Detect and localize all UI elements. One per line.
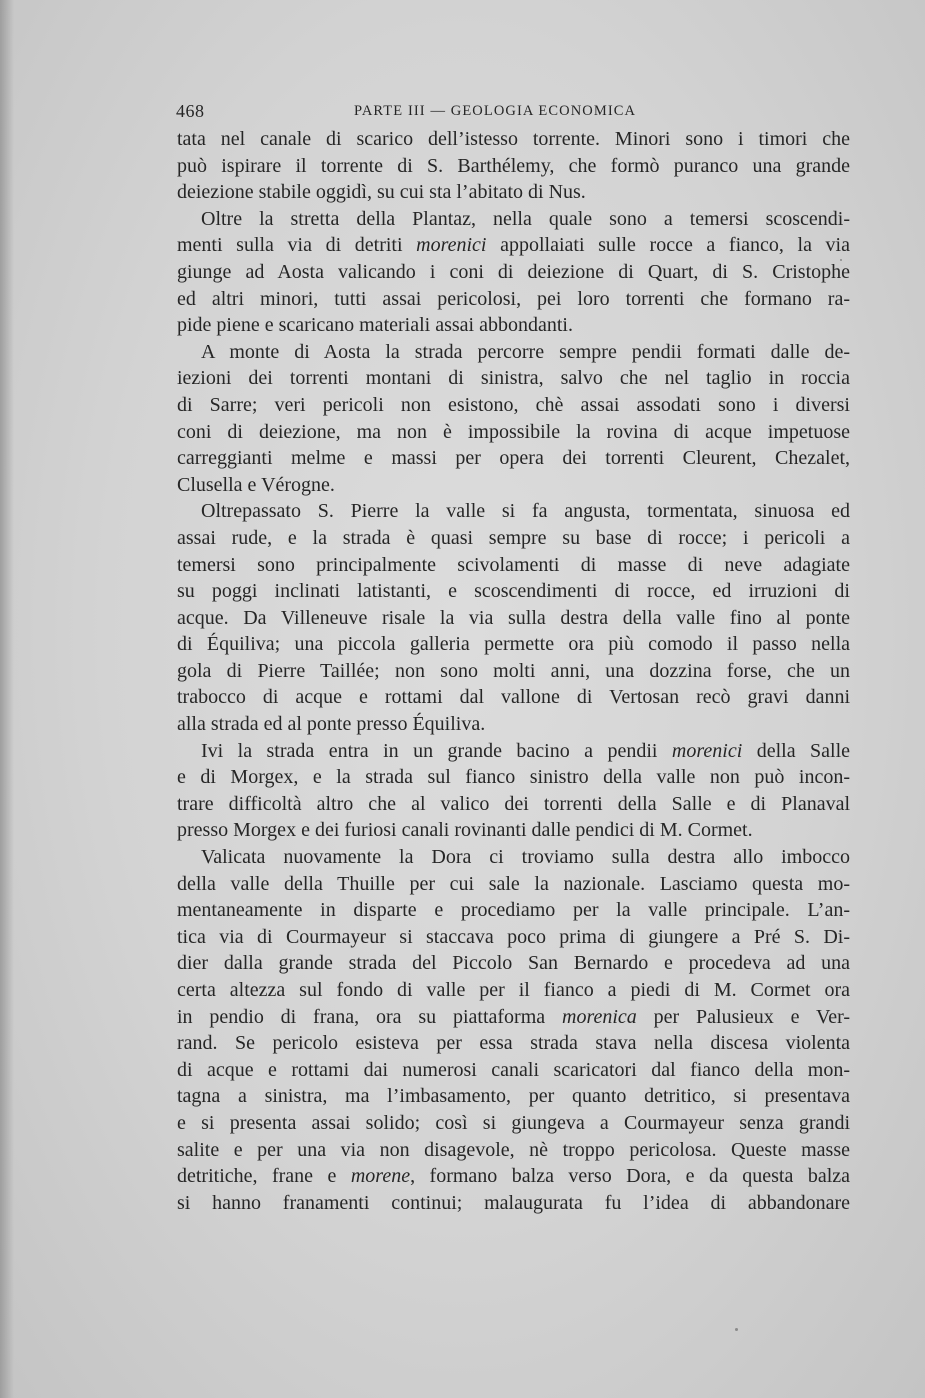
body-text <box>177 126 850 1216</box>
text-line: e si presenta assai solido; così si giungeva a Courmayeur senza grandi <box>177 1111 850 1134</box>
paper-speck <box>735 1328 738 1331</box>
text-line: detritiche, frane e morene, formano balza verso Dora, e da questa balza <box>177 1165 851 1188</box>
text-line: gola di Pierre Taillée; non sono molti anni, una dozzina forse, che un <box>177 659 850 682</box>
text-line: ed altri minori, tutti assai pericolosi, pei loro torrenti che formano ra- <box>177 287 850 310</box>
text-line: rand. Se pericolo esisteva per essa strada stava nella discesa violenta <box>177 1032 850 1055</box>
text-line: e di Morgex, e la strada sul fianco sinistro della valle non può incon- <box>177 766 850 789</box>
text-line: Oltrepassato S. Pierre la valle si fa angusta, tormentata, sinuosa ed <box>201 500 850 523</box>
page-edge-shadow <box>0 0 14 1398</box>
italic-term: morene <box>350 1165 411 1188</box>
text-line: tata nel canale di scarico dell’istesso torrente. Minori sono i timori che <box>177 128 850 150</box>
text-line: coni di deiezione, ma non è impossibile la rovina di acque impetuose <box>177 420 850 443</box>
text-line: presso Morgex e dei furiosi canali rovinanti dalle pendici di M. Cormet. <box>177 819 753 842</box>
text-line: può ispirare il torrente di S. Barthélemy, che formò puranco una grande <box>177 154 850 177</box>
text-line: A monte di Aosta la strada percorre sempre pendii formati dalle de- <box>201 340 850 363</box>
text-line: assai rude, e la strada è quasi sempre su base di rocce; i pericoli a <box>177 526 850 549</box>
text-line: carreggianti melme e massi per opera dei torrenti Cleurent, Chezalet, <box>177 447 850 470</box>
text-line: pide piene e scaricano materiali assai abbondanti. <box>177 314 573 337</box>
text-line: dier dalla grande strada del Piccolo San Bernardo e procedeva ad una <box>177 952 850 975</box>
text-line: su poggi inclinati latistanti, e scoscendimenti di rocce, ed irruzioni di <box>177 580 850 603</box>
text-line: iezioni dei torrenti montani di sinistra, salvo che nel taglio in roccia <box>177 367 850 390</box>
italic-term: morenici <box>416 234 487 257</box>
text-line: menti sulla via di detriti morenici appollaiati sulle rocce a fianco, la via <box>177 234 850 257</box>
text-line: della valle della Thuille per cui sale la nazionale. Lasciamo questa mo- <box>177 872 850 895</box>
text-line: mentaneamente in disparte e procediamo per la valle principale. L’an- <box>177 899 850 922</box>
text-line: tagna a sinistra, ma l’imbasamento, per quanto detritico, si presentava <box>177 1085 850 1108</box>
italic-term: morenica <box>562 1005 637 1028</box>
text-line: si hanno franamenti continui; malaugurata fu l’idea di abbandonare <box>177 1191 850 1214</box>
text-line: giunge ad Aosta valicando i coni di deiezione di Quart, di S. Cristophe <box>177 260 850 283</box>
text-line: Valicata nuovamente la Dora ci troviamo sulla destra allo imbocco <box>201 846 850 869</box>
text-line: certa altezza sul fondo di valle per il fianco a piedi di M. Cormet ora <box>177 979 850 1001</box>
text-line: salite e per una via non disagevole, nè troppo pericolosa. Queste masse <box>177 1138 850 1161</box>
text-line: acque. Da Villeneuve risale la via sulla destra della valle fino al ponte <box>177 606 850 629</box>
text-line: Ivi la strada entra in un grande bacino a pendii morenici della Salle <box>201 739 850 762</box>
text-line: di Équiliva; una piccola galleria permette ora più comodo il passo nella <box>177 633 850 656</box>
page-number: 468 <box>176 101 205 121</box>
text-line: Clusella e Vérogne. <box>177 473 335 496</box>
text-line: trare difficoltà altro che al valico dei torrenti della Salle e di Planaval <box>177 792 850 815</box>
running-head: PARTE III — GEOLOGIA ECONOMICA <box>354 103 637 119</box>
page-header <box>176 101 850 123</box>
text-line: di Sarre; veri pericoli non esistono, chè assai assodati sono i diversi <box>177 393 850 416</box>
text-line: temersi sono principalmente scivolamenti di masse di neve adagiate <box>177 553 850 576</box>
text-line: deiezione stabile oggidì, su cui sta l’abitato di Nus. <box>177 181 586 204</box>
text-line: tica via di Courmayeur si staccava poco prima di giungere a Pré S. Di- <box>177 925 850 948</box>
text-line: trabocco di acque e rottami dal vallone di Vertosan recò gravi danni <box>177 686 850 709</box>
text-line: di acque e rottami dai numerosi canali scaricatori dal fianco della mon- <box>177 1058 850 1081</box>
italic-term: morenici <box>671 739 743 762</box>
text-line: in pendio di frana, ora su piattaforma morenica per Palusieux e Ver- <box>177 1005 850 1028</box>
paper-speck <box>840 259 842 261</box>
text-line: Oltre la stretta della Plantaz, nella quale sono a temersi scoscendi- <box>201 207 850 230</box>
text-line: alla strada ed al ponte presso Équiliva. <box>177 713 486 736</box>
